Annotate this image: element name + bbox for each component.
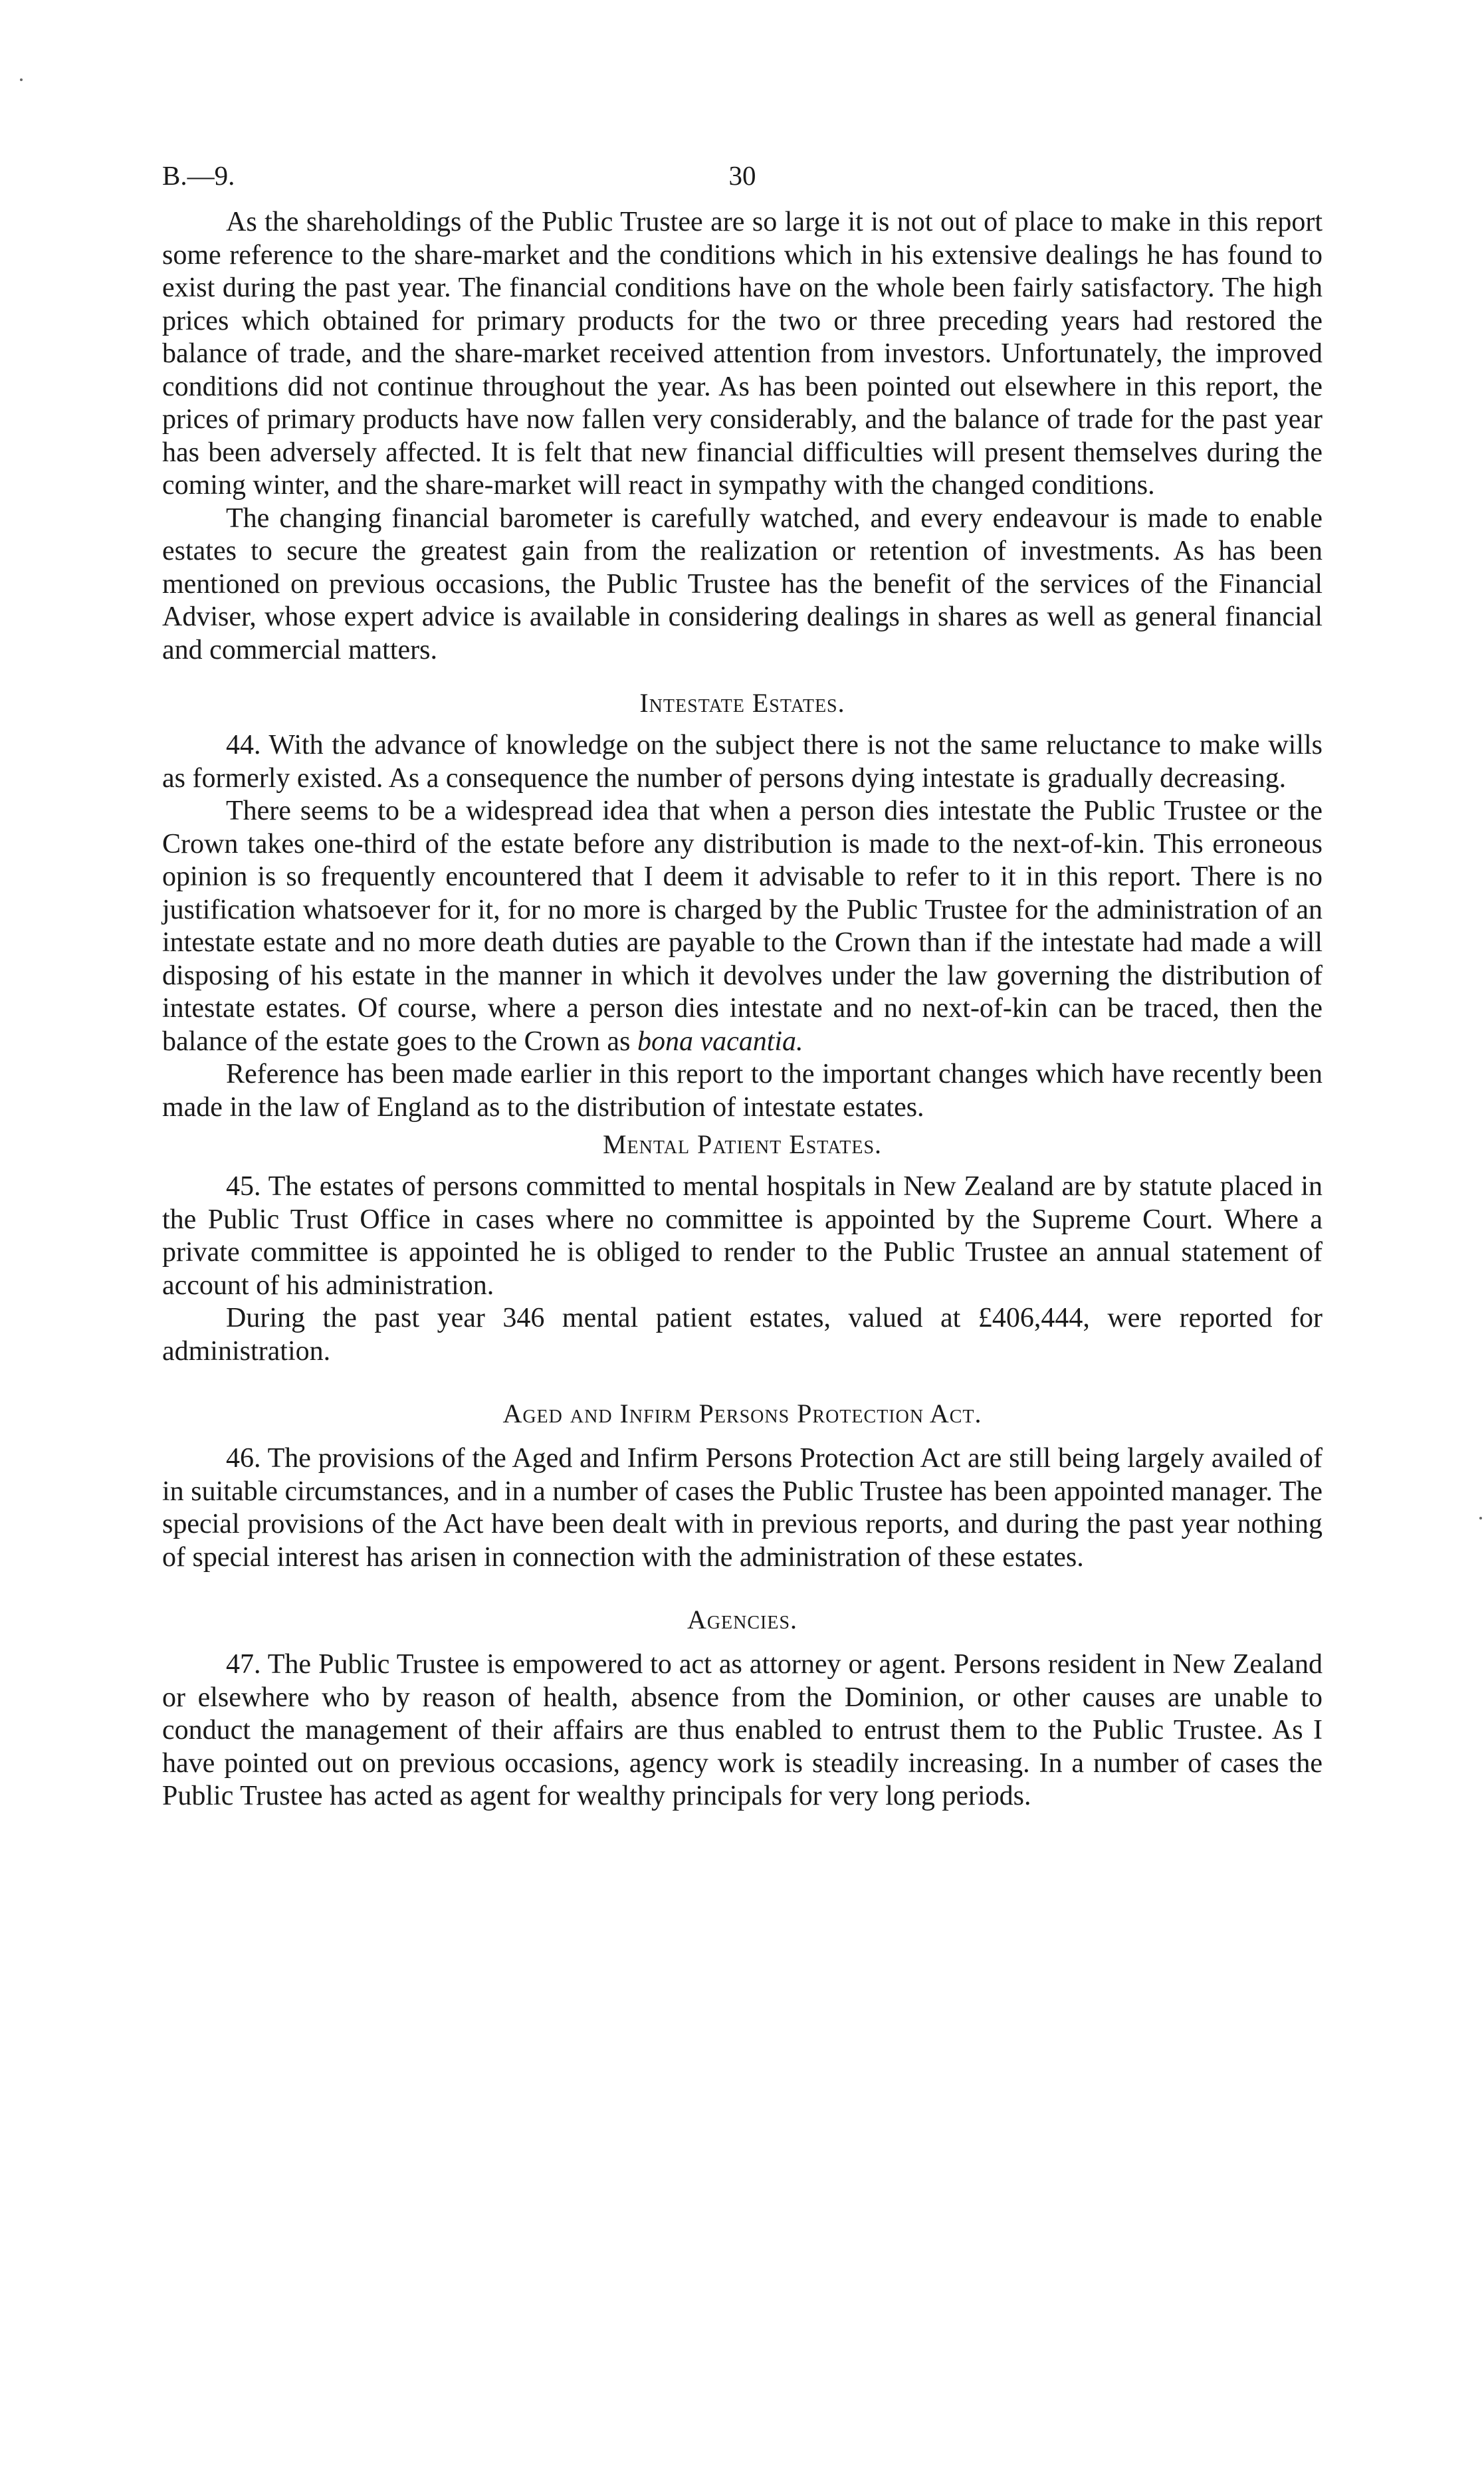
paragraph-share-market: As the shareholdings of the Public Trustee are so large it is not out of place to make in this report some reference to the share-market and the conditions which in his extensive dealings he has found to exist during the past year. The financial conditions have on the whole been fairly satisfactory. The high prices which obtained for primary products for the two or three preceding years had restored the balance of trade, and the share-market received attention from investors. Unfortunately, the improved conditions did not continue throughout the year. As has been pointed out elsewhere in this report, the prices of primary products have now fallen very considerably, and the balance of trade for the past year has been adversely affected. It is felt that new financial difficulties will present themselves during the coming winter, and the share-market will react in sympathy with the changed conditions. [162, 207, 1323, 501]
paragraph-45: 45. The estates of persons committed to mental hospitals in New Zealand are by statute placed in the Public Trust Office in cases where no committee is appointed by the Supreme Court. Where a private committee is appointed he is obliged to render to the Public Trustee an annual statement of account of his administration. [162, 1171, 1323, 1301]
paragraph-44-intestate-idea [162, 795, 1323, 1058]
paragraph-47: 47. The Public Trustee is empowered to act as attorney or agent. Persons resident in New Zealand or elsewhere who by reason of health, absence from the Dominion, or other causes are unable to conduct the management of their affairs are thus enabled to entrust them to the Public Trustee. As I have pointed out on previous occasions, agency work is steadily increasing. In a number of cases the Public Trustee has acted as agent for wealthy principals for very long periods. [162, 1649, 1323, 1811]
paragraph-44-law-of-england: Reference has been made earlier in this report to the important changes which have recently been made in the law of England as to the distribution of intestate estates. [162, 1059, 1323, 1123]
page-number: 30 [728, 160, 756, 191]
paragraph-45-statistics: During the past year 346 mental patient estates, valued at £406,444, were reported for administration. [162, 1303, 1323, 1367]
paragraph-44: 44. With the advance of knowledge on the subject there is not the same reluctance to make wills as formerly existed. As a consequence the number of persons dying intestate is gradually decreasing. [162, 730, 1323, 794]
document-page [162, 160, 1323, 1813]
document-reference: B.—9. [162, 160, 235, 191]
paragraph-46: 46. The provisions of the Aged and Infirm Persons Protection Act are still being largely availed of in suitable circumstances, and in a number of cases the Public Trustee has been appointed manager. The special provisions of the Act have been dealt with in previous reports, and during the past year nothing of special interest has arisen in connection with the administration of these estates. [162, 1443, 1323, 1573]
heading-agencies: Agencies. [687, 1605, 798, 1634]
scan-speck [1479, 1517, 1482, 1519]
bona-vacantia-italic: bona vacantia. [637, 1026, 803, 1057]
heading-aged-infirm-act: Aged and Infirm Persons Protection Act. [502, 1399, 982, 1428]
page-header [162, 160, 1323, 206]
heading-mental-patient-estates: Mental Patient Estates. [602, 1129, 883, 1159]
paragraph-44-intestate-idea-text: There seems to be a widespread idea that when a person dies intestate the Public Trustee or the Crown takes one-third of the estate before any distribution is made to the next-of-kin. This erroneous opinion is so frequently encountered that I deem it advisable to refer to it in this report. There is no justification whatsoever for it, for no more is charged by the Public Trustee for the administration of an intestate estate and no more death duties are payable to the Crown than if the intestate had made a will disposing of his estate in the manner in which it devolves under the law governing the distribution of intestate estates. Of course, where a person dies intestate and no next-of-kin can be traced, then the balance of the estate goes to the Crown as [162, 796, 1323, 1057]
paragraph-financial-barometer: The changing financial barometer is carefully watched, and every endeavour is made to enable estates to secure the greatest gain from the realization or retention of investments. As has been mentioned on previous occasions, the Public Trustee has the benefit of the services of the Financial Adviser, whose expert advice is available in considering dealings in shares as well as general financial and commercial matters. [162, 503, 1323, 665]
heading-intestate-estates: Intestate Estates. [639, 688, 845, 718]
scan-speck [20, 78, 23, 81]
